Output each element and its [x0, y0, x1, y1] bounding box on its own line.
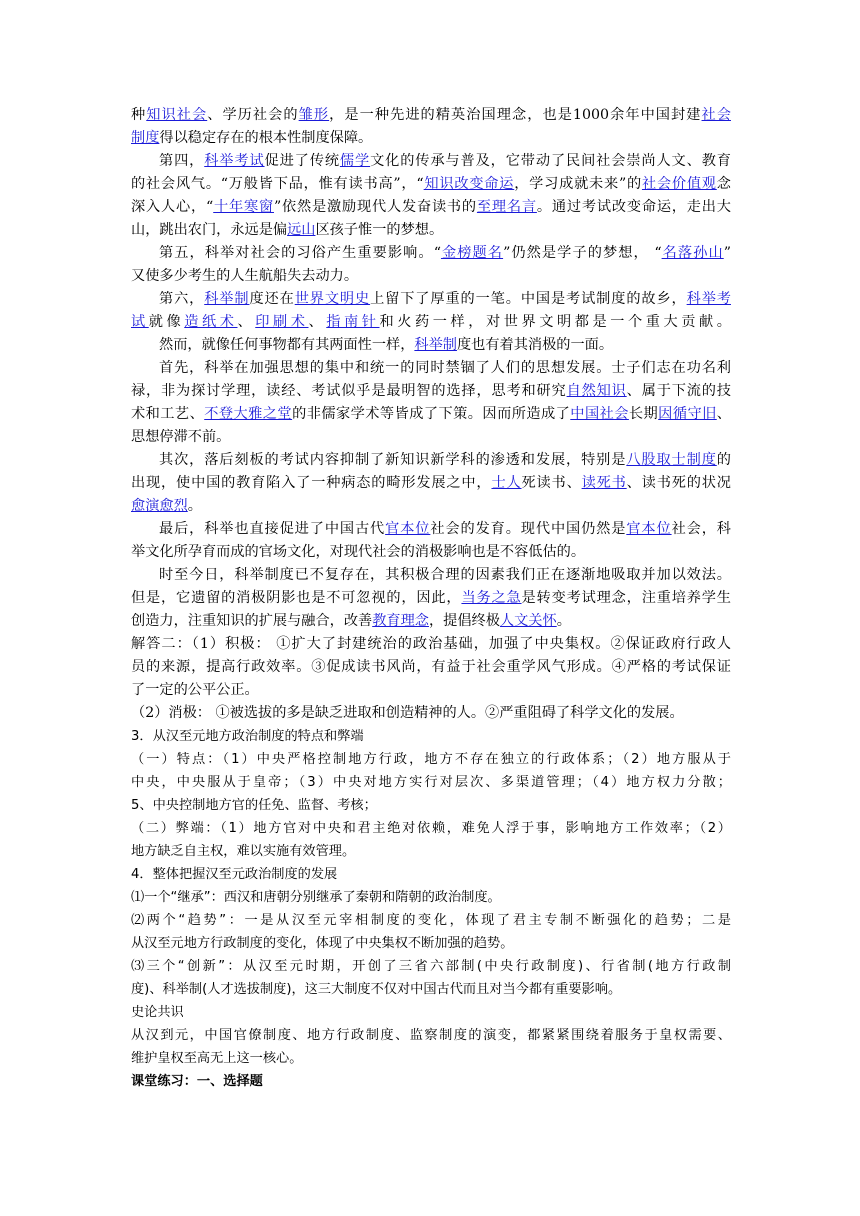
hyperlink[interactable]: 试: [131, 314, 149, 330]
text-run: （二）弊端：（1）地方官对中央和君主绝对依赖，难免人浮于事，影响地方工作效率；（2）: [131, 821, 731, 836]
hyperlink[interactable]: 教育理念: [372, 613, 429, 629]
text-line: [131, 1024, 731, 1047]
text-line: [131, 196, 731, 219]
hyperlink[interactable]: 科举制: [204, 291, 250, 307]
text-run: 术和工艺、: [131, 406, 205, 422]
hyperlink[interactable]: 雏形: [298, 107, 330, 123]
text-run: 从汉到元，中国官僚制度、地方行政制度、监察制度的演变，都紧紧围绕着服务于皇权需要、: [131, 1028, 731, 1043]
text-line: [131, 150, 731, 173]
text-run: ”: [723, 245, 731, 261]
text-line: [131, 288, 731, 311]
text-run: 。: [187, 498, 202, 514]
text-run: 了一定的公平公正。: [131, 682, 259, 698]
text-run: 就像: [148, 314, 185, 330]
hyperlink[interactable]: 十年寒窗: [213, 199, 274, 215]
hyperlink[interactable]: 人文关怀: [499, 613, 557, 629]
text-run: 长期: [628, 406, 659, 422]
hyperlink[interactable]: 读死书: [581, 475, 627, 491]
text-line: [131, 725, 731, 748]
text-line: [131, 127, 731, 150]
text-line: [131, 541, 731, 564]
text-line: [131, 978, 731, 1001]
text-run: 深入人心，“: [131, 199, 214, 215]
hyperlink[interactable]: 指南针: [326, 314, 380, 330]
hyperlink[interactable]: 知识改变命运: [423, 176, 515, 192]
text-run: 、属于下流的技: [626, 383, 731, 399]
hyperlink[interactable]: 远山: [287, 222, 316, 238]
text-line: [131, 1001, 731, 1024]
hyperlink[interactable]: 官本位: [626, 521, 672, 537]
text-line: [131, 380, 731, 403]
text-line: [131, 334, 731, 357]
text-run: 。通过考试改变命运，走出大: [536, 199, 731, 215]
hyperlink[interactable]: 愈演愈烈: [131, 498, 188, 514]
text-run: 其次，落后刻板的考试内容抑制了新知识新学科的渗透和发展，特别是: [159, 452, 627, 468]
hyperlink[interactable]: 科举考: [686, 291, 731, 307]
text-line: [131, 403, 731, 426]
hyperlink[interactable]: 因循守旧: [658, 406, 717, 422]
text-line: [131, 587, 731, 610]
text-run: 3．从汉至元地方政治制度的特点和弊端: [131, 729, 364, 744]
text-run: 第六，: [159, 291, 205, 307]
text-run: 的非儒家学术等皆成了下策。因而所造成了: [292, 406, 571, 422]
text-run: ，提倡终极: [428, 613, 500, 629]
text-line: [131, 863, 731, 886]
text-run: 第五，科举对社会的习俗产生重要影响。“: [159, 245, 441, 261]
text-line: [131, 426, 731, 449]
text-line: [131, 242, 731, 265]
text-run: 从汉至元地方行政制度的变化，体现了中央集权不断加强的趋势。: [131, 936, 514, 951]
text-run: 的社会风气。“万般皆下品，惟有读书高”，“: [131, 176, 424, 192]
text-line: [131, 449, 731, 472]
document-body: [131, 104, 731, 1093]
text-run: 史论共识: [131, 1005, 184, 1020]
hyperlink[interactable]: 官本位: [385, 521, 431, 537]
text-run: 解答二：（1）积极： ①扩大了封建统治的政治基础，加强了中央集权。②保证政府行政人: [131, 636, 731, 652]
text-run: 、: [237, 314, 256, 330]
text-line: [131, 955, 731, 978]
text-run: 第四，: [159, 153, 205, 169]
text-run: （一）特点：（1）中央严格控制地方行政，地方不存在独立的行政体系；（2）地方服从于: [131, 752, 731, 767]
text-line: [131, 886, 731, 909]
text-line: [131, 311, 731, 334]
text-run: 。: [556, 613, 571, 629]
text-run: （2）消极： ①被选拔的多是缺乏进取和创造精神的人。②严重阻碍了科学文化的发展。: [131, 705, 684, 721]
hyperlink[interactable]: 科举制: [414, 337, 457, 353]
text-run: ⑵两个“趋势”：一是从汉至元宰相制度的变化，体现了君主专制不断强化的趋势；二是: [131, 913, 731, 928]
text-run: 5、中央控制地方官的任免、监督、考核；: [131, 798, 377, 813]
text-run: 首先，科举在加强思想的集中和统一的同时禁锢了人们的思想发展。士子们志在功名利: [159, 360, 731, 376]
text-run: ”依然是激励现代人发奋读书的: [273, 199, 477, 215]
text-line: [131, 1047, 731, 1070]
text-run: 时至今日，科举制度已不复存在，其积极合理的因素我们正在逐渐地吸取并加以效法。: [159, 567, 731, 583]
text-line: [131, 564, 731, 587]
hyperlink[interactable]: 知识社会: [146, 107, 208, 123]
hyperlink[interactable]: 制度: [131, 130, 160, 146]
text-line: [131, 909, 731, 932]
text-run: 又使多少考生的人生航船失去动力。: [131, 268, 359, 284]
hyperlink[interactable]: 社会价值观: [641, 176, 717, 192]
text-run: 社会的发育。现代中国仍然是: [430, 521, 627, 537]
text-run: 思想停滞不前。: [131, 429, 231, 445]
text-run: 地方缺乏自主权，难以实施有效管理。: [131, 844, 356, 859]
hyperlink[interactable]: 世界文明史: [294, 291, 371, 307]
text-run: 是转变考试理念，注重培养学生: [521, 590, 731, 606]
hyperlink[interactable]: 造纸术: [184, 314, 238, 330]
text-line: [131, 104, 731, 127]
text-run: 4．整体把握汉至元政治制度的发展: [131, 867, 338, 882]
hyperlink[interactable]: 名落孙山: [661, 245, 724, 261]
hyperlink[interactable]: 士人: [491, 475, 522, 491]
text-line: [131, 1070, 731, 1093]
text-run: 维护皇权至高无上这一核心。: [131, 1051, 303, 1066]
hyperlink[interactable]: 八股取士制度: [626, 452, 717, 468]
text-run: 死读书、: [521, 475, 582, 491]
text-line: [131, 472, 731, 495]
text-run: ”仍然是学子的梦想， “: [503, 245, 662, 261]
text-run: ，学习成就未来”的: [514, 176, 642, 192]
text-run: 促进了传统: [264, 153, 340, 169]
text-run: 和火药一样，对世界文明都是一个重大贡献。: [379, 314, 731, 330]
text-run: 、: [308, 314, 327, 330]
text-run: 种: [131, 107, 147, 123]
text-run: 、读书死的状况: [626, 475, 731, 491]
text-run: 山，跳出农门，永远是偏: [131, 222, 288, 238]
text-run: 出现，使中国的教育陷入了一种病态的畸形发展之中，: [131, 475, 492, 491]
hyperlink[interactable]: 金榜题名: [440, 245, 504, 261]
text-run: 员的来源，提高行政效率。③促成读书风尚，有益于社会重学风气形成。④严格的考试保证: [131, 659, 731, 675]
text-run: ⑶三个“创新”：从汉至元时期，开创了三省六部制(中央行政制度)、行省制(地方行政制: [131, 959, 731, 974]
text-run: 度也有着其消极的一面。: [456, 337, 614, 353]
text-run: 度还在: [249, 291, 295, 307]
hyperlink[interactable]: 科举考试: [204, 153, 265, 169]
text-line: [131, 495, 731, 518]
text-run: 创造力，注重知识的扩展与融合，改善: [131, 613, 373, 629]
text-run: 但是，它遗留的消极阴影也是不可忽视的，因此，: [131, 590, 462, 606]
text-run: 、学历社会的: [207, 107, 299, 123]
hyperlink[interactable]: 当务之急: [461, 590, 522, 606]
text-line: [131, 610, 731, 633]
text-line: [131, 518, 731, 541]
text-line: [131, 840, 731, 863]
text-run: 然而，就像任何事物都有其两面性一样，: [159, 337, 415, 353]
text-line: [131, 679, 731, 702]
text-run: 、: [716, 406, 731, 422]
text-run: 度)、科举制(人才选拔制度)，这三大制度不仅对中国古代而且对当今都有重要影响。: [131, 982, 622, 997]
text-run: 最后，科举也直接促进了中国古代: [159, 521, 386, 537]
hyperlink[interactable]: 至理名言: [476, 199, 537, 215]
hyperlink[interactable]: 不登大雅之堂: [204, 406, 293, 422]
text-line: [131, 633, 731, 656]
text-run: 文化的传承与普及，它带动了民间社会崇尚人文、教育: [370, 153, 731, 169]
text-line: [131, 219, 731, 242]
text-line: [131, 932, 731, 955]
text-line: [131, 173, 731, 196]
text-run: 得以稳定存在的根本性制度保障。: [159, 130, 373, 146]
hyperlink[interactable]: 儒学: [339, 153, 371, 169]
text-line: [131, 702, 731, 725]
text-run: 社会，科: [671, 521, 731, 537]
text-run: ⑴一个“继承”：西汉和唐朝分别继承了秦朝和隋朝的政治制度。: [131, 890, 501, 905]
text-run: 课堂练习：一、选择题: [131, 1074, 263, 1089]
text-line: [131, 794, 731, 817]
text-line: [131, 771, 731, 794]
text-run: 中央，中央服从于皇帝；（3）中央对地方实行对层次、多渠道管理；（4）地方权力分散；: [131, 775, 731, 790]
text-run: ，是一种先进的精英治国理念，也是1000余年中国封建: [329, 107, 702, 123]
text-line: [131, 817, 731, 840]
text-run: 举文化所孕育而成的官场文化，对现代社会的消极影响也是不容低估的。: [131, 544, 586, 560]
text-run: 禄，非为探讨学理，读经、考试似乎是最明智的选择，思考和研究: [131, 383, 567, 399]
hyperlink[interactable]: 自然知识: [566, 383, 627, 399]
text-line: [131, 656, 731, 679]
text-run: 念: [716, 176, 731, 192]
text-line: [131, 748, 731, 771]
hyperlink[interactable]: 中国社会: [570, 406, 629, 422]
text-line: [131, 265, 731, 288]
hyperlink[interactable]: 社会: [701, 107, 731, 123]
hyperlink[interactable]: 印刷术: [255, 314, 309, 330]
text-line: [131, 357, 731, 380]
text-run: 上留下了厚重的一笔。中国是考试制度的故乡，: [370, 291, 687, 307]
text-run: 区孩子惟一的梦想。: [315, 222, 444, 238]
text-run: 的: [716, 452, 731, 468]
